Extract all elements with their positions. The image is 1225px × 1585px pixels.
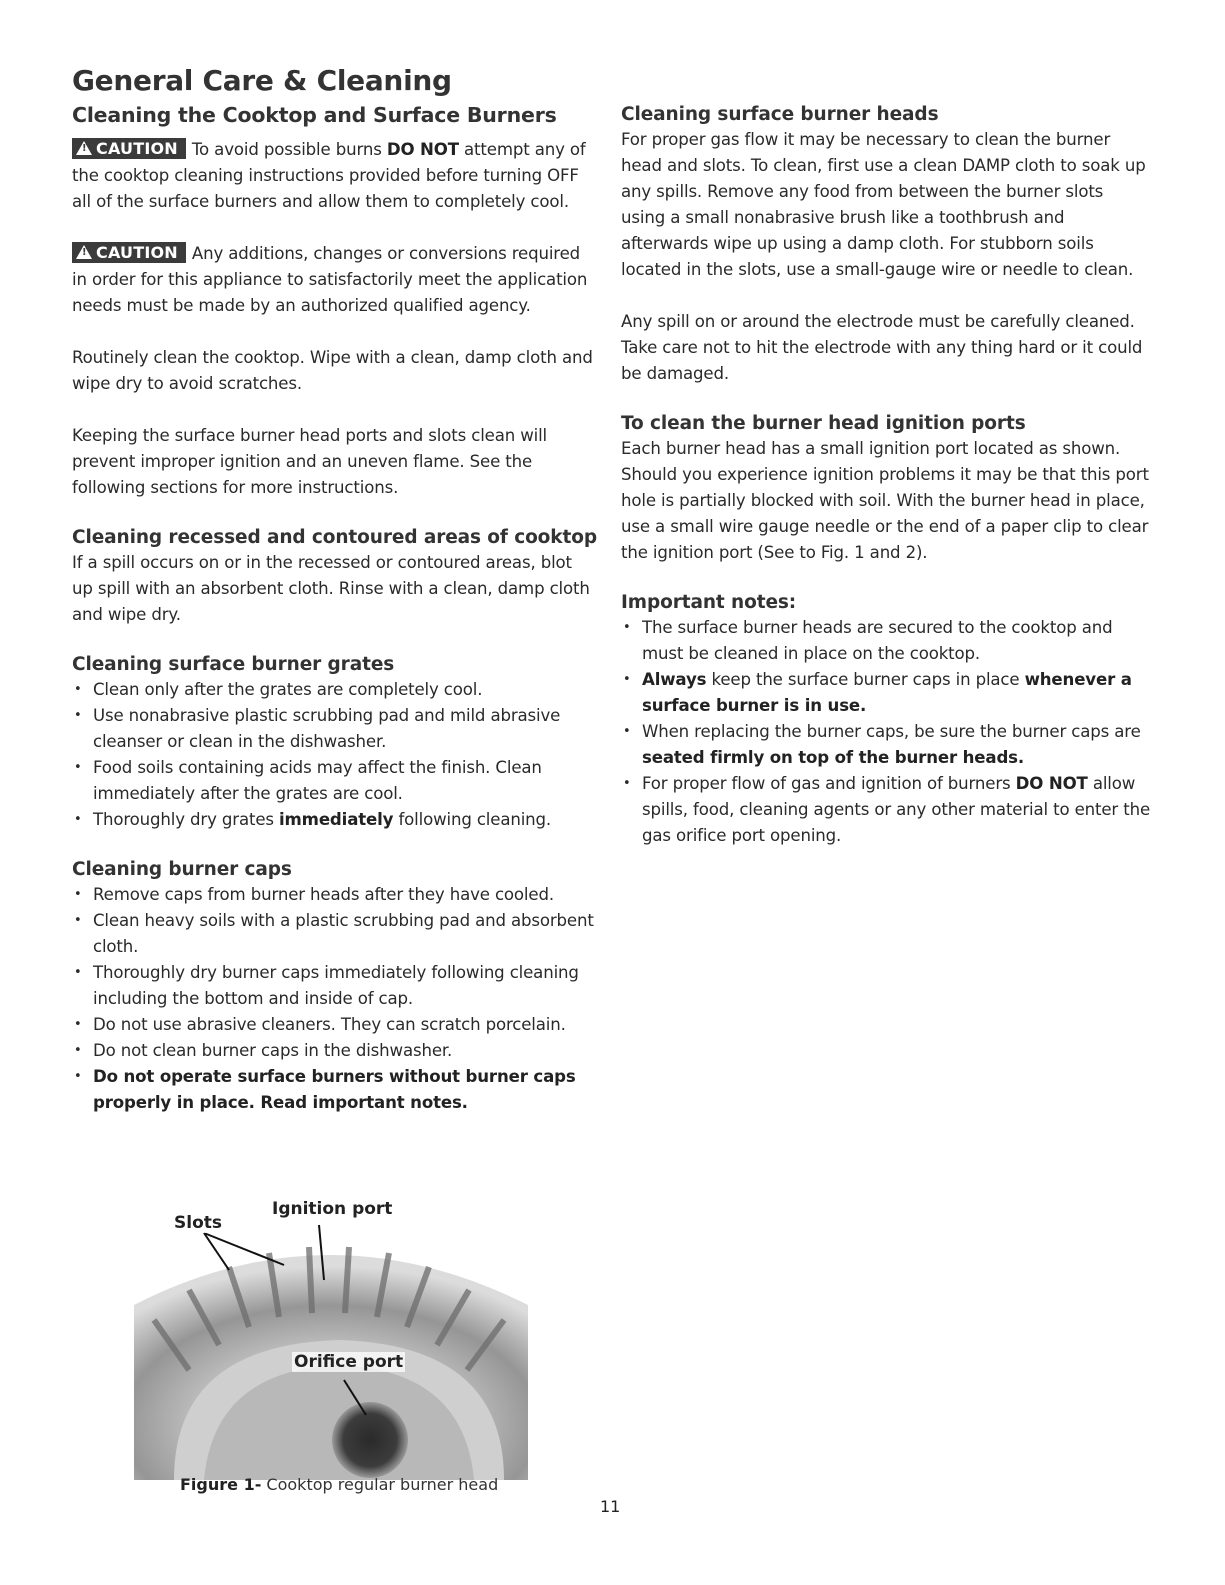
list-item: • Food soils containing acids may affect the finish. Clean immediately after the grates are cool. — [72, 755, 597, 807]
ignition-heading: To clean the burner head ignition ports — [621, 413, 1026, 434]
note2-bold-2: whenever a surface burner is in use. — [642, 670, 1132, 715]
list-item: • Remove caps from burner heads after they have cooled. — [72, 882, 597, 908]
list-item — [621, 719, 1151, 771]
list-item — [72, 807, 597, 833]
list-item: • Clean heavy soils with a plastic scrubbing pad and absorbent cloth. — [72, 908, 597, 960]
list-item — [621, 771, 1151, 849]
caps-heading: Cleaning burner caps — [72, 859, 292, 880]
note3-bold: seated firmly on top of the burner heads. — [642, 748, 1025, 767]
note4-after: allow spills, food, cleaning agents or any other material to enter the gas orifice port opening. — [642, 774, 1150, 845]
warning-icon: ! — [76, 245, 92, 259]
grates-item4-bold: immediately — [279, 810, 394, 829]
list-item: • Thoroughly dry burner caps immediately following cleaning including the bottom and inside of cap. — [72, 960, 597, 1012]
grates-list — [72, 677, 597, 833]
left-column — [72, 64, 597, 1142]
slots-label: Slots — [174, 1213, 222, 1233]
grates-heading: Cleaning surface burner grates — [72, 654, 395, 675]
page-number: 11 — [600, 1497, 621, 1516]
caps-item6-bold: Do not operate surface burners without burner caps properly in place. Read important notes. — [93, 1067, 576, 1112]
grates-item4-after: following cleaning. — [393, 810, 552, 829]
caution-badge — [72, 242, 186, 263]
caution-paragraph-2 — [72, 241, 597, 319]
page-title: General Care & Cleaning — [72, 64, 452, 97]
caution-badge — [72, 138, 186, 159]
orifice-port-label: Orifice port — [294, 1352, 404, 1372]
burner-heads-text-2: Any spill on or around the electrode must be carefully cleaned. Take care not to hit the electrode with any thing hard or it could be damaged. — [621, 312, 1143, 383]
recessed-heading: Cleaning recessed and contoured areas of cooktop — [72, 527, 597, 548]
note3-before: When replacing the burner caps, be sure the burner caps are — [642, 722, 1141, 741]
ports-slots-paragraph: Keeping the surface burner head ports and slots clean will prevent improper ignition and an uneven flame. See the following sections for more instructions. — [72, 426, 548, 497]
burner-head-photo — [134, 1195, 528, 1480]
note2-middle: keep the surface burner caps in place — [706, 670, 1025, 689]
section-subtitle: Cleaning the Cooktop and Surface Burners — [72, 103, 557, 127]
figure-caption — [180, 1475, 498, 1494]
list-item — [621, 667, 1151, 719]
note2-bold-1: Always — [642, 670, 707, 689]
warning-icon: ! — [76, 141, 92, 155]
list-item: • The surface burner heads are secured to the cooktop and must be cleaned in place on the cooktop. — [621, 615, 1151, 667]
caution2-text: Any additions, changes or conversions required in order for this appliance to satisfactorily meet the application needs must be made by an authorized qualified agency. — [72, 244, 588, 315]
caution-paragraph-1 — [72, 137, 597, 215]
caution-badge-label: CAUTION — [96, 139, 178, 158]
figure-caption-text: Cooktop regular burner head — [261, 1475, 499, 1494]
burner-heads-heading: Cleaning surface burner heads — [621, 104, 939, 125]
caution1-before: To avoid possible burns — [191, 140, 387, 159]
right-column — [621, 104, 1151, 875]
routine-clean-paragraph: Routinely clean the cooktop. Wipe with a clean, damp cloth and wipe dry to avoid scratches. — [72, 348, 593, 393]
grates-item4-before: Thoroughly dry grates — [93, 810, 279, 829]
recessed-text: If a spill occurs on or in the recessed or contoured areas, blot up spill with an absorbent cloth. Rinse with a clean, damp cloth and wipe dry. — [72, 553, 590, 624]
notes-list — [621, 615, 1151, 849]
ignition-text: Each burner head has a small ignition port located as shown. Should you experience ignition problems it may be that this port hole is partially blocked with soil. With the burner head in place, use a small wire gauge needle or the end of a paper clip to clear the ignition port (See to Fig. 1 and 2). — [621, 439, 1149, 562]
list-item: • Do not use abrasive cleaners. They can scratch porcelain. — [72, 1012, 597, 1038]
ignition-port-label: Ignition port — [272, 1199, 393, 1219]
figure-caption-label: Figure 1- — [180, 1475, 262, 1494]
note4-bold: DO NOT — [1015, 774, 1088, 793]
list-item: • Clean only after the grates are completely cool. — [72, 677, 597, 703]
caution1-after: attempt any of the cooktop cleaning instructions provided before turning OFF all of the surface burners and allow them to completely cool. — [72, 140, 586, 211]
note4-before: For proper flow of gas and ignition of burners — [642, 774, 1016, 793]
caution-badge-label: CAUTION — [96, 243, 178, 262]
caution1-bold: DO NOT — [386, 140, 459, 159]
burner-heads-text-1: For proper gas flow it may be necessary to clean the burner head and slots. To clean, first use a clean DAMP cloth to soak up any spills. Remove any food from between the burner slots using a small nonabrasive brush like a toothbrush and afterwards wipe up using a damp cloth. For stubborn soils located in the slots, use a small-gauge wire or needle to clean. — [621, 130, 1146, 279]
list-item: • Do not clean burner caps in the dishwasher. — [72, 1038, 597, 1064]
list-item: • Use nonabrasive plastic scrubbing pad and mild abrasive cleanser or clean in the dishwasher. — [72, 703, 597, 755]
notes-heading: Important notes: — [621, 592, 797, 613]
caps-list — [72, 882, 597, 1116]
list-item — [72, 1064, 597, 1116]
burner-head-figure — [134, 1195, 528, 1480]
